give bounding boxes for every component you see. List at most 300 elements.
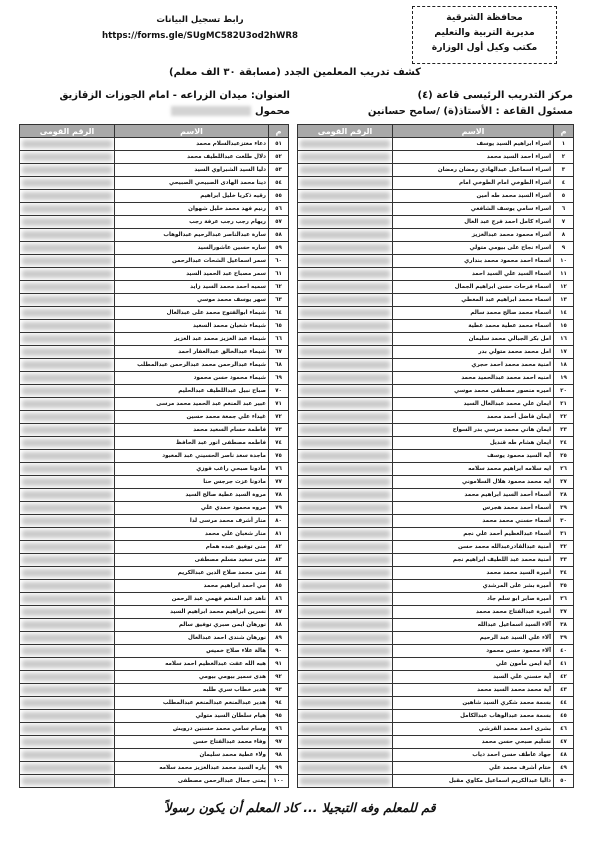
redacted-national-id <box>22 478 112 486</box>
national-id-cell <box>20 671 115 684</box>
row-number: ٣٦ <box>554 593 574 606</box>
row-number: ٩٠ <box>269 645 289 658</box>
redacted-national-id <box>22 179 112 187</box>
redacted-national-id <box>22 296 112 304</box>
row-number: ٧٣ <box>269 424 289 437</box>
national-id-cell <box>20 385 115 398</box>
trainee-name: ناهد عبد المنعم فهمي عبد الرحمن <box>115 593 269 606</box>
trainee-name: فاطمة حسام السعيد محمد <box>115 424 269 437</box>
row-number: ٦٦ <box>269 333 289 346</box>
row-number: ٩ <box>554 242 574 255</box>
trainee-name: منى توفيق عبده همام <box>115 541 269 554</box>
redacted-national-id <box>300 192 390 200</box>
table-row <box>20 281 289 294</box>
table-row <box>20 372 289 385</box>
national-id-cell <box>20 710 115 723</box>
row-number: ٨٧ <box>269 606 289 619</box>
national-id-cell <box>298 177 393 190</box>
national-id-cell <box>298 450 393 463</box>
row-number: ٦٠ <box>269 255 289 268</box>
national-id-cell <box>298 476 393 489</box>
table-row <box>298 138 574 151</box>
training-center: مركز التدريب الرئيسى قاعة (٤) <box>417 90 573 101</box>
redacted-national-id <box>22 530 112 538</box>
row-number: ٨٠ <box>269 515 289 528</box>
national-id-cell <box>20 437 115 450</box>
redacted-national-id <box>300 699 390 707</box>
national-id-cell <box>298 320 393 333</box>
redacted-national-id <box>300 504 390 512</box>
table-row <box>298 476 574 489</box>
trainee-name: اسماء السيد علي السيد احمد <box>393 268 554 281</box>
trainee-name: ايه سلامه ابراهيم محمد سلامه <box>393 463 554 476</box>
redacted-national-id <box>22 439 112 447</box>
trainee-name: اسماء فرحات حسن ابراهيم الجمال <box>393 281 554 294</box>
trainee-name: أسماء عبدالعظيم أحمد علي نجم <box>393 528 554 541</box>
national-id-cell <box>20 515 115 528</box>
national-id-cell <box>298 775 393 788</box>
table-row <box>20 424 289 437</box>
trainee-name: آية حسني علي السيد <box>393 671 554 684</box>
national-id-cell <box>298 437 393 450</box>
table-row <box>20 580 289 593</box>
redacted-national-id <box>300 712 390 720</box>
table-row <box>298 619 574 632</box>
redacted-national-id <box>22 205 112 213</box>
table-row <box>20 229 289 242</box>
national-id-cell <box>298 671 393 684</box>
table-row <box>298 528 574 541</box>
national-id-cell <box>298 164 393 177</box>
registration-block <box>85 12 315 44</box>
row-number: ٧٢ <box>269 411 289 424</box>
national-id-cell <box>20 177 115 190</box>
national-id-cell <box>20 775 115 788</box>
redacted-national-id <box>300 387 390 395</box>
row-number: ١٣ <box>554 294 574 307</box>
trainee-name: آية محمد محمد السيد محمد <box>393 684 554 697</box>
redacted-national-id <box>300 621 390 629</box>
row-number: ٣٨ <box>554 619 574 632</box>
table-row <box>298 424 574 437</box>
national-id-cell <box>298 229 393 242</box>
national-id-cell <box>298 281 393 294</box>
trainee-name: بسمة محمد عبدالوهاب عبدالكامل <box>393 710 554 723</box>
redacted-national-id <box>22 270 112 278</box>
trainee-name: شيماء عبد العزيز محمد عبد العزيز <box>115 333 269 346</box>
redacted-national-id <box>300 556 390 564</box>
table-row <box>298 411 574 424</box>
table-row <box>20 684 289 697</box>
national-id-cell <box>298 203 393 216</box>
trainee-name: منار شعبان علي محمد <box>115 528 269 541</box>
redacted-national-id <box>22 673 112 681</box>
table-row <box>298 385 574 398</box>
trainee-name: مروة السيد عطية صالح السيد <box>115 489 269 502</box>
redacted-national-id <box>22 725 112 733</box>
trainee-name: ايمان علي محمد عبدالعال السيد <box>393 398 554 411</box>
trainee-name: اسماء محمد صالح محمد سالم <box>393 307 554 320</box>
table-row <box>20 190 289 203</box>
row-number: ٤٩ <box>554 762 574 775</box>
redacted-national-id <box>300 634 390 642</box>
row-number: ٥ <box>554 190 574 203</box>
trainee-name: ايمان هاني محمد مرسي بدر السواح <box>393 424 554 437</box>
table-row <box>298 463 574 476</box>
table-row <box>20 151 289 164</box>
row-number: ١٤ <box>554 307 574 320</box>
trainee-name: دليا السيد الشبراوي السيد <box>115 164 269 177</box>
table-row <box>298 177 574 190</box>
national-id-cell <box>298 138 393 151</box>
row-number: ١١ <box>554 268 574 281</box>
row-number: ٧١ <box>269 398 289 411</box>
trainee-name: امل محمد محمد متولي بدر <box>393 346 554 359</box>
table-row <box>298 398 574 411</box>
table-row <box>20 528 289 541</box>
national-id-cell <box>298 528 393 541</box>
row-number: ٧٦ <box>269 463 289 476</box>
national-id-cell <box>20 320 115 333</box>
row-number: ١٠ <box>554 255 574 268</box>
table-row <box>298 580 574 593</box>
national-id-cell <box>20 528 115 541</box>
national-id-cell <box>20 424 115 437</box>
trainee-name: مي احمد ابراهيم محمد <box>115 580 269 593</box>
row-number: ٥٨ <box>269 229 289 242</box>
table-row <box>298 567 574 580</box>
phone-label: محمول <box>254 106 290 117</box>
national-id-cell <box>298 593 393 606</box>
national-id-cell <box>20 138 115 151</box>
row-number: ٣ <box>554 164 574 177</box>
trainee-name: هيام سلطان السيد متولي <box>115 710 269 723</box>
row-number: ٥١ <box>269 138 289 151</box>
trainee-name: أميرة بشر على المرشدي <box>393 580 554 593</box>
trainee-name: رقيه ذكريا خليل ابراهيم <box>115 190 269 203</box>
redacted-national-id <box>300 478 390 486</box>
row-number: ٣٣ <box>554 554 574 567</box>
national-id-cell <box>20 450 115 463</box>
trainee-name: ايمان هشام طه قنديل <box>393 437 554 450</box>
trainee-name: سارة عبدالناصر عبدالرحيم عبدالوهاب <box>115 229 269 242</box>
row-number: ٩٤ <box>269 697 289 710</box>
national-id-cell <box>298 502 393 515</box>
table-row <box>20 320 289 333</box>
trainee-name: آية ايمن مأمون علي <box>393 658 554 671</box>
redacted-national-id <box>22 231 112 239</box>
national-id-cell <box>298 151 393 164</box>
table-row <box>298 307 574 320</box>
table-row <box>20 476 289 489</box>
national-id-cell <box>20 476 115 489</box>
row-number: ١٦ <box>554 333 574 346</box>
table-row <box>20 463 289 476</box>
redacted-national-id <box>300 465 390 473</box>
table-row <box>20 762 289 775</box>
trainee-name: شيماء شعبان محمد السعيد <box>115 320 269 333</box>
redacted-national-id <box>22 257 112 265</box>
trainee-name: أميرة السيد محمد محمد <box>393 567 554 580</box>
national-id-cell <box>298 723 393 736</box>
redacted-national-id <box>22 413 112 421</box>
row-number: ٤٠ <box>554 645 574 658</box>
row-number: ٩٩ <box>269 762 289 775</box>
redacted-national-id <box>300 361 390 369</box>
national-id-cell <box>298 463 393 476</box>
trainee-name: مادونا عزت جرجس حنا <box>115 476 269 489</box>
redacted-national-id <box>300 244 390 252</box>
redacted-national-id <box>22 660 112 668</box>
national-id-cell <box>20 541 115 554</box>
trainee-name: امنيه احمد محمد عبدالحميد محمد <box>393 372 554 385</box>
table-row <box>298 489 574 502</box>
redacted-national-id <box>22 595 112 603</box>
national-id-cell <box>20 255 115 268</box>
roster-table-left <box>19 124 289 788</box>
redacted-national-id <box>22 465 112 473</box>
table-row <box>298 203 574 216</box>
roster-header-row <box>20 125 289 138</box>
national-id-cell <box>20 502 115 515</box>
national-id-cell <box>20 164 115 177</box>
national-id-cell <box>298 489 393 502</box>
row-number: ٢ <box>554 151 574 164</box>
row-number: ٤٦ <box>554 723 574 736</box>
trainee-name: تسليم صبحي حسن محمد <box>393 736 554 749</box>
national-id-cell <box>298 346 393 359</box>
redacted-national-id <box>300 491 390 499</box>
redacted-national-id <box>300 608 390 616</box>
row-number: ٥٣ <box>269 164 289 177</box>
trainee-name: ولاء عطية محمد سليمان <box>115 749 269 762</box>
row-number: ٨١ <box>269 528 289 541</box>
table-row <box>20 671 289 684</box>
redacted-national-id <box>22 712 112 720</box>
trainee-name: سمر مصباح عبد الحميد السيد <box>115 268 269 281</box>
row-number: ٤٣ <box>554 684 574 697</box>
trainee-name: ماجدة سعد ناصر الحسيني عبد المعبود <box>115 450 269 463</box>
row-number: ٢١ <box>554 398 574 411</box>
row-number: ٥٤ <box>269 177 289 190</box>
national-id-cell <box>298 632 393 645</box>
row-number: ٤٨ <box>554 749 574 762</box>
trainee-name: اسماء محمد ابراهيم عبد المعطي <box>393 294 554 307</box>
phone-line <box>167 106 290 117</box>
national-id-cell <box>20 684 115 697</box>
redacted-national-id <box>300 686 390 694</box>
national-id-cell <box>20 268 115 281</box>
table-row <box>20 138 289 151</box>
table-row <box>20 710 289 723</box>
row-number: ١٨ <box>554 359 574 372</box>
redacted-national-id <box>300 517 390 525</box>
trainee-name: دلال طلعت عبداللطيف محمد <box>115 151 269 164</box>
row-number: ١٥ <box>554 320 574 333</box>
trainee-name: آلاء محمود حسن محمود <box>393 645 554 658</box>
row-number: ٣٤ <box>554 567 574 580</box>
table-row <box>298 736 574 749</box>
trainee-name: آيه السيد محمود يوسف <box>393 450 554 463</box>
redacted-national-id <box>22 621 112 629</box>
table-row <box>298 333 574 346</box>
redacted-national-id <box>300 270 390 278</box>
national-id-cell <box>298 307 393 320</box>
row-number: ١٩ <box>554 372 574 385</box>
trainee-name: ساره حسين عاشورالسيد <box>115 242 269 255</box>
table-row <box>298 372 574 385</box>
redacted-national-id <box>22 569 112 577</box>
row-number: ٢٧ <box>554 476 574 489</box>
registration-url[interactable]: https://forms.gle/SUgMC582U3od2hWR8 <box>102 31 298 41</box>
redacted-national-id <box>300 595 390 603</box>
table-row <box>298 190 574 203</box>
trainee-name: دينا محمد الهادى الصبيحي الصبيحي <box>115 177 269 190</box>
trainee-name: اسراء نجاح على بيومي متولي <box>393 242 554 255</box>
national-id-cell <box>298 554 393 567</box>
redacted-national-id <box>300 205 390 213</box>
trainee-name: ايه محمد محمود هلال السلاموني <box>393 476 554 489</box>
national-id-cell <box>298 736 393 749</box>
roster-header-row <box>298 125 574 138</box>
redacted-national-id <box>22 361 112 369</box>
row-number: ٨٩ <box>269 632 289 645</box>
national-id-cell <box>298 398 393 411</box>
national-id-cell <box>20 463 115 476</box>
table-row <box>298 359 574 372</box>
national-id-cell <box>298 515 393 528</box>
table-row <box>20 203 289 216</box>
row-number: ٤٥ <box>554 710 574 723</box>
document-title: كشف تدريب المعلمين الجدد (مسابقة ٣٠ الف معلم) <box>169 67 421 78</box>
redacted-national-id <box>22 517 112 525</box>
national-id-cell <box>20 294 115 307</box>
governorate-label: محافظة الشرقية <box>446 12 523 23</box>
row-number: ٤٤ <box>554 697 574 710</box>
row-number: ٨٢ <box>269 541 289 554</box>
redacted-national-id <box>300 413 390 421</box>
trainee-name: مروه محمود حمدي علي <box>115 502 269 515</box>
redacted-national-id <box>22 751 112 759</box>
trainee-name: يمنى جمال عبدالرحمن مصطفى <box>115 775 269 788</box>
row-number: ٤٢ <box>554 671 574 684</box>
redacted-national-id <box>22 283 112 291</box>
trainee-name: سهر يوسف محمد موسي <box>115 294 269 307</box>
trainee-name: أسماء أحمد السيد ابراهيم محمد <box>393 489 554 502</box>
header-name: الاسم <box>393 125 554 138</box>
row-number: ٩٢ <box>269 671 289 684</box>
row-number: ٥٢ <box>269 151 289 164</box>
redacted-national-id <box>22 335 112 343</box>
national-id-cell <box>298 255 393 268</box>
trainee-name: داليا عبدالكريم اسماعيل مكاوي مقبل <box>393 775 554 788</box>
redacted-national-id <box>300 426 390 434</box>
redacted-national-id <box>300 140 390 148</box>
trainee-name: اسراء احمد السيد محمد <box>393 151 554 164</box>
national-id-cell <box>20 411 115 424</box>
trainee-name: شيماء عبدالخالق عبدالغفار احمد <box>115 346 269 359</box>
table-row <box>20 411 289 424</box>
trainee-name: هدى سمير بيومي بيومي <box>115 671 269 684</box>
trainee-name: آلاء السيد اسماعيل عبدالله <box>393 619 554 632</box>
national-id-cell <box>298 372 393 385</box>
table-row <box>298 541 574 554</box>
redacted-national-id <box>22 426 112 434</box>
redacted-national-id <box>300 543 390 551</box>
redacted-national-id <box>300 660 390 668</box>
table-row <box>20 658 289 671</box>
national-id-cell <box>298 606 393 619</box>
national-id-cell <box>20 554 115 567</box>
row-number: ٥٥ <box>269 190 289 203</box>
trainee-name: هالة علاء صلاح خميس <box>115 645 269 658</box>
redacted-national-id <box>22 491 112 499</box>
national-id-cell <box>298 684 393 697</box>
header-national-id: الرقم القومى <box>20 125 115 138</box>
redacted-national-id <box>22 634 112 642</box>
trainee-name: هبه الله عفت عبدالعظيم احمد سلامه <box>115 658 269 671</box>
national-id-cell <box>20 619 115 632</box>
directorate-header-box <box>412 6 557 64</box>
table-row <box>20 541 289 554</box>
trainee-name: اسراء الطوخي امام الطوخي امام <box>393 177 554 190</box>
trainee-name: أميرة عبدالفتاح محمد محمد <box>393 606 554 619</box>
national-id-cell <box>20 593 115 606</box>
redacted-national-id <box>22 218 112 226</box>
table-row <box>20 489 289 502</box>
table-row <box>20 450 289 463</box>
trainee-name: أسماء أحمد محمد هجرس <box>393 502 554 515</box>
table-row <box>298 632 574 645</box>
redacted-national-id <box>300 309 390 317</box>
row-number: ٩٨ <box>269 749 289 762</box>
national-id-cell <box>20 606 115 619</box>
redacted-national-id <box>300 530 390 538</box>
row-number: ٢٠ <box>554 385 574 398</box>
table-row <box>298 658 574 671</box>
table-row <box>298 346 574 359</box>
table-row <box>298 151 574 164</box>
trainee-name: صباح نبيل عبداللطيف عبدالحليم <box>115 385 269 398</box>
national-id-cell <box>20 697 115 710</box>
table-row <box>20 606 289 619</box>
redacted-national-id <box>300 725 390 733</box>
trainee-name: اسماء محمد عطية محمد عطية <box>393 320 554 333</box>
row-number: ٧٨ <box>269 489 289 502</box>
redacted-national-id <box>22 374 112 382</box>
national-id-cell <box>20 346 115 359</box>
trainee-name: منى محمد صلاح الدين عبدالكريم <box>115 567 269 580</box>
trainee-name: ختام أشرف محمد علي <box>393 762 554 775</box>
table-row <box>20 333 289 346</box>
national-id-cell <box>298 190 393 203</box>
row-number: ٧٤ <box>269 437 289 450</box>
national-id-cell <box>298 710 393 723</box>
table-row <box>298 216 574 229</box>
trainee-name: اسماء احمد محمود محمد بنداري <box>393 255 554 268</box>
row-number: ٦٥ <box>269 320 289 333</box>
national-id-cell <box>298 385 393 398</box>
table-row <box>20 697 289 710</box>
row-number: ٦٤ <box>269 307 289 320</box>
table-row <box>298 554 574 567</box>
trainee-name: نسرين ابراهيم محمد ابراهيم السيد <box>115 606 269 619</box>
trainee-name: فاطمه مصطفى انور عبد الحافظ <box>115 437 269 450</box>
national-id-cell <box>298 424 393 437</box>
row-number: ٦٨ <box>269 359 289 372</box>
row-number: ٩٣ <box>269 684 289 697</box>
row-number: ٥٦ <box>269 203 289 216</box>
